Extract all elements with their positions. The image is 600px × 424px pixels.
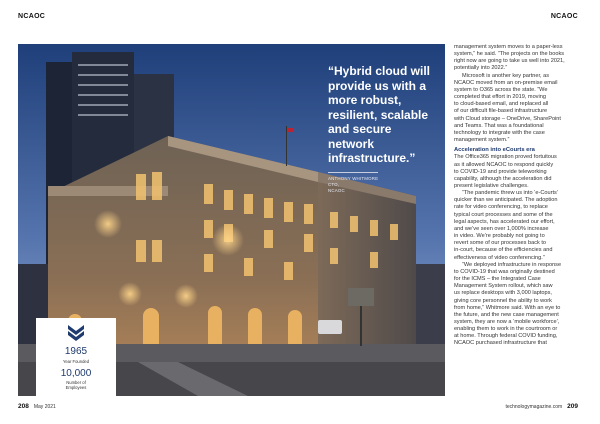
article-line: and Teams. That was a foundational [454, 122, 544, 129]
chevron-down-icon [67, 323, 85, 341]
article-line: Microsoft is another key partner, as [462, 72, 550, 79]
article-line: technology to integrate with the case [454, 129, 545, 136]
pull-quote: “Hybrid cloud will provide us with a more robust, resilient, scalable and secure network infrastructure.” [328, 64, 431, 165]
article-line: enabling them to work in the courtroom or [454, 326, 558, 333]
stat-employees-label-2: Employees [65, 385, 87, 390]
attribution-name: ANTHONY WHITMORE [328, 176, 379, 181]
stat-employees-label-1: Number of [66, 380, 86, 385]
article-line: revert some of our processes back to [454, 240, 547, 247]
article-line: “We deployed infrastructure in response [462, 261, 562, 268]
article-line: in video. We’re probably not going to [454, 233, 545, 240]
article-line: typical court processes and some of the [454, 211, 553, 218]
article-line: NCAOC purchased infrastructure that [454, 340, 547, 347]
article-line: effectiveness of video conferencing.” [454, 254, 545, 261]
article-line: as it allowed NCAOC to respond quickly [454, 161, 554, 168]
article-line: in-court, because of the efficiencies and [454, 247, 553, 254]
stats-box [36, 318, 116, 396]
article-line: “The pandemic threw us into ‘e-Courts’ [462, 190, 559, 197]
article-line: the future, and the new case management [454, 311, 559, 318]
article-line: Management System rollout, which saw [454, 283, 553, 290]
article-line: NCAOC moved from an on-premise email [454, 79, 558, 86]
article-para-e [454, 262, 586, 348]
stat-employees-label [36, 380, 116, 390]
article-line: at home. Through federal COVID funding, [454, 333, 558, 340]
header-brand-right: NCAOC [550, 13, 578, 20]
article-line: legal aspects, has accelerated our effort, [454, 218, 555, 225]
stat-year-label: Year Founded [62, 359, 90, 364]
quote-attribution [328, 172, 428, 194]
article-line: to COVID-19 that was originally destined [454, 268, 555, 275]
attribution-org: NCAOC [328, 188, 345, 193]
article-line: from home,” Whitmore said. With an eye to [454, 304, 561, 311]
article-line: quicker than we anticipated. The adoption [454, 197, 558, 204]
article-line: The Office365 migration proved fortuitous [454, 154, 557, 161]
article-line: system to O365 across the state. “We [454, 86, 548, 93]
article-line: right now are going to take us well into 2021, [454, 58, 565, 65]
article-line: management system moves to a paper-less [454, 44, 563, 50]
stat-employees: 10,000 [60, 368, 92, 379]
article-line: giving core personnel the ability to work [454, 297, 552, 304]
footer-right [505, 403, 578, 410]
section-heading: Acceleration into eCourts era [454, 147, 535, 154]
article-para-b [454, 73, 586, 145]
site-url: technologymagazine.com [505, 404, 563, 410]
header-brand-left: NCAOC [18, 13, 46, 20]
article-line: potentially into 2022.” [454, 65, 508, 72]
article-line: of our difficult file-based infrastructure [454, 108, 548, 115]
page-number-left: 208 [18, 403, 29, 410]
footer-left [18, 403, 56, 410]
article-line: us replace desktops with 3,000 laptops, [454, 290, 552, 297]
article-line: capability, although the acceleration did [454, 175, 552, 182]
attribution-title: CTO, [328, 182, 340, 187]
article-line: management system.” [454, 137, 510, 144]
issue-date: May 2021 [33, 404, 56, 410]
article-line: for the ICMS – the Integrated Case [454, 276, 541, 283]
article-line: system, they are now a ‘mobile workforce’, [454, 318, 560, 325]
article-line: completed that effort in 2019, moving [454, 94, 546, 101]
article-line: present legislative challenges. [454, 183, 529, 190]
article-line: rate for video conferencing, to replace [454, 204, 548, 211]
article-para-c [454, 154, 586, 190]
article-column [454, 44, 586, 348]
article-line: system,” he said. “The projects on the books [454, 51, 565, 58]
article-line: to COVID-19 and provide teleworking [454, 168, 547, 175]
article-para-d [454, 190, 586, 262]
article-para-a [454, 44, 586, 73]
page-number-right: 209 [567, 403, 578, 410]
attribution-rule [328, 172, 378, 173]
article-line: and we’ve seen over 1,000% increase [454, 225, 549, 232]
stat-year-founded: 1965 [64, 346, 88, 357]
article-line: with Cloud storage – OneDrive, SharePoint [454, 115, 561, 122]
article-line: to cloud-based email, and replaced all [454, 101, 549, 108]
